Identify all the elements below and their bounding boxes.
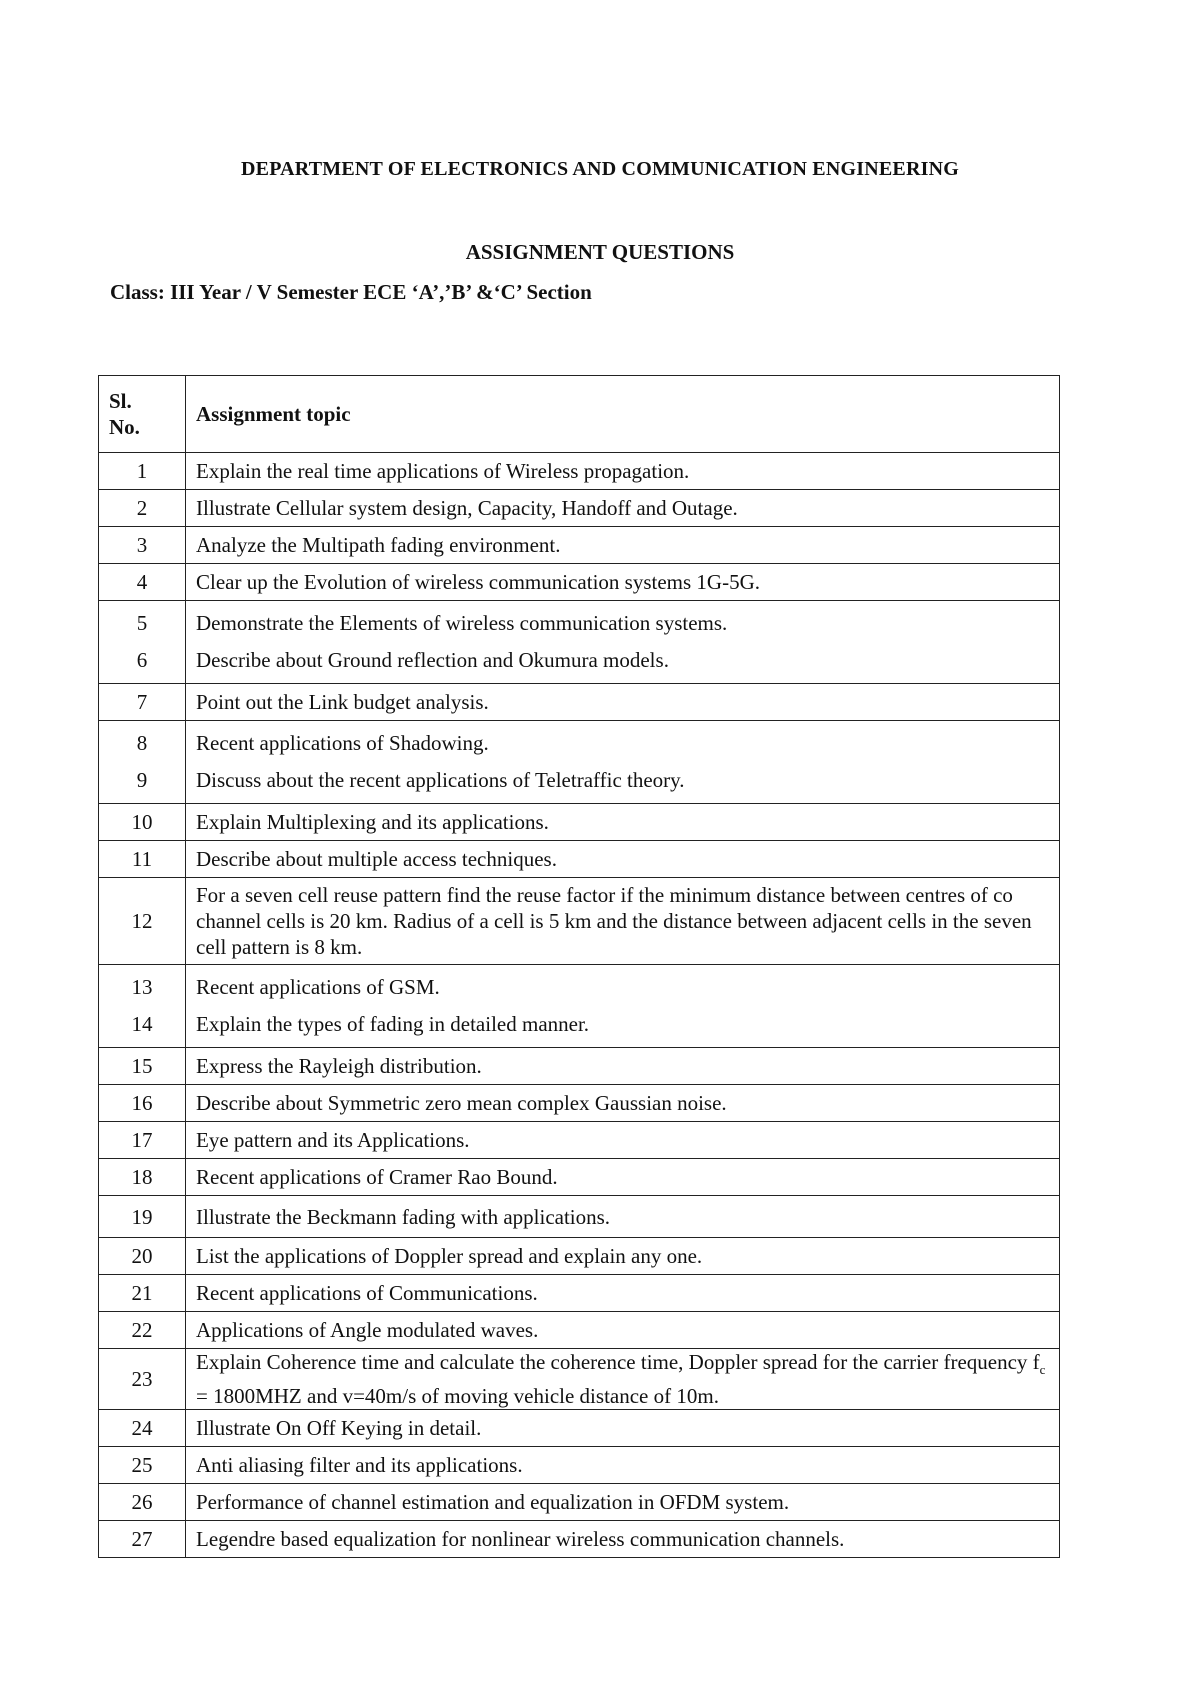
table-row	[99, 804, 1060, 841]
row-topic: Applications of Angle modulated waves.	[186, 1312, 1060, 1349]
table-row	[99, 1275, 1060, 1312]
row-topic-pair	[186, 601, 1060, 684]
table-row	[99, 1447, 1060, 1484]
class-line: Class: III Year / V Semester ECE ‘A’,’B’ &‘C’ Section	[110, 280, 592, 304]
row-number: 25	[99, 1447, 186, 1484]
row-topic: Performance of channel estimation and equalization in OFDM system.	[186, 1484, 1060, 1521]
row-topic: List the applications of Doppler spread and explain any one.	[186, 1238, 1060, 1275]
row-topic: Discuss about the recent applications of Teletraffic theory.	[196, 768, 685, 792]
row-number: 20	[99, 1238, 186, 1275]
row-number-pair	[99, 721, 186, 804]
row-number: 10	[99, 804, 186, 841]
row-topic-pair	[186, 965, 1060, 1048]
row-topic: Explain Multiplexing and its applications.	[186, 804, 1060, 841]
row-number: 4	[99, 564, 186, 601]
row-topic: Anti aliasing filter and its applications.	[186, 1447, 1060, 1484]
table-row	[99, 1312, 1060, 1349]
row-number: 5	[136, 611, 148, 635]
row-topic: Demonstrate the Elements of wireless communication systems.	[196, 611, 728, 635]
row-topic: Describe about Ground reflection and Okumura models.	[196, 648, 669, 672]
table-row	[99, 1196, 1060, 1238]
row-number: 19	[99, 1196, 186, 1238]
table-row-pair	[99, 965, 1060, 1048]
row-topic: Illustrate the Beckmann fading with applications.	[186, 1196, 1060, 1238]
table-row	[99, 684, 1060, 721]
row-topic-text-end: = 1800MHZ and v=40m/s of moving vehicle distance of 10m.	[196, 1384, 719, 1409]
row-topic: Describe about Symmetric zero mean complex Gaussian noise.	[186, 1085, 1060, 1122]
table-header-row	[99, 376, 1060, 453]
row-number: 24	[99, 1410, 186, 1447]
table-row	[99, 878, 1060, 965]
row-number: 27	[99, 1521, 186, 1558]
row-topic: Eye pattern and its Applications.	[186, 1122, 1060, 1159]
table-row	[99, 490, 1060, 527]
row-number: 22	[99, 1312, 186, 1349]
sl-no-header-line2: No.	[109, 415, 140, 439]
row-number-pair	[99, 601, 186, 684]
row-topic: Express the Rayleigh distribution.	[186, 1048, 1060, 1085]
row-number: 13	[131, 975, 153, 999]
table-row	[99, 1238, 1060, 1275]
row-number: 11	[99, 841, 186, 878]
row-number: 2	[99, 490, 186, 527]
row-topic	[186, 1349, 1060, 1410]
row-number: 9	[136, 768, 148, 792]
table-row	[99, 1048, 1060, 1085]
table-row	[99, 527, 1060, 564]
assignment-title: ASSIGNMENT QUESTIONS	[465, 240, 735, 264]
table-row	[99, 1349, 1060, 1410]
row-number: 6	[136, 648, 148, 672]
row-topic: Analyze the Multipath fading environment.	[186, 527, 1060, 564]
row-number: 1	[99, 453, 186, 490]
table-row	[99, 1159, 1060, 1196]
table-row-pair	[99, 601, 1060, 684]
row-topic: Explain the real time applications of Wireless propagation.	[186, 453, 1060, 490]
sl-no-header	[99, 376, 186, 453]
table-row	[99, 453, 1060, 490]
row-topic: Recent applications of Communications.	[186, 1275, 1060, 1312]
row-number: 23	[99, 1349, 186, 1410]
table-row	[99, 841, 1060, 878]
row-number: 14	[131, 1012, 153, 1036]
row-number: 17	[99, 1122, 186, 1159]
table-row	[99, 564, 1060, 601]
row-topic-subscript: c	[1039, 1362, 1046, 1378]
row-topic: Recent applications of Cramer Rao Bound.	[186, 1159, 1060, 1196]
row-number: 16	[99, 1085, 186, 1122]
row-topic: Clear up the Evolution of wireless communication systems 1G-5G.	[186, 564, 1060, 601]
row-topic: Describe about multiple access techniques.	[186, 841, 1060, 878]
row-topic: Point out the Link budget analysis.	[186, 684, 1060, 721]
assignment-table	[98, 375, 1060, 1558]
table-row	[99, 1085, 1060, 1122]
row-number: 18	[99, 1159, 186, 1196]
table-row	[99, 1122, 1060, 1159]
row-topic: For a seven cell reuse pattern find the reuse factor if the minimum distance between centres of co channel cells is 20 km. Radius of a cell is 5 km and the distance between adjacent cells in the seven cell pattern is 8 km.	[186, 878, 1060, 965]
row-number: 26	[99, 1484, 186, 1521]
row-number: 7	[99, 684, 186, 721]
row-number: 21	[99, 1275, 186, 1312]
row-topic: Recent applications of GSM.	[196, 975, 440, 999]
row-topic: Illustrate On Off Keying in detail.	[186, 1410, 1060, 1447]
row-number: 15	[99, 1048, 186, 1085]
department-title: DEPARTMENT OF ELECTRONICS AND COMMUNICATION ENGINEERING	[241, 158, 959, 180]
table-row	[99, 1410, 1060, 1447]
table-row	[99, 1521, 1060, 1558]
row-topic-text: Explain Coherence time and calculate the coherence time, Doppler spread for the carrier frequency f	[196, 1350, 1040, 1374]
table-row	[99, 1484, 1060, 1521]
row-number: 12	[99, 878, 186, 965]
row-topic: Recent applications of Shadowing.	[196, 731, 489, 755]
row-topic-pair	[186, 721, 1060, 804]
row-number: 3	[99, 527, 186, 564]
row-topic: Legendre based equalization for nonlinear wireless communication channels.	[186, 1521, 1060, 1558]
row-number-pair	[99, 965, 186, 1048]
row-number: 8	[136, 731, 148, 755]
table-row-pair	[99, 721, 1060, 804]
row-topic: Illustrate Cellular system design, Capacity, Handoff and Outage.	[186, 490, 1060, 527]
topic-header: Assignment topic	[186, 376, 1060, 453]
row-topic: Explain the types of fading in detailed manner.	[196, 1012, 590, 1036]
sl-no-header-line1: Sl.	[109, 389, 132, 413]
